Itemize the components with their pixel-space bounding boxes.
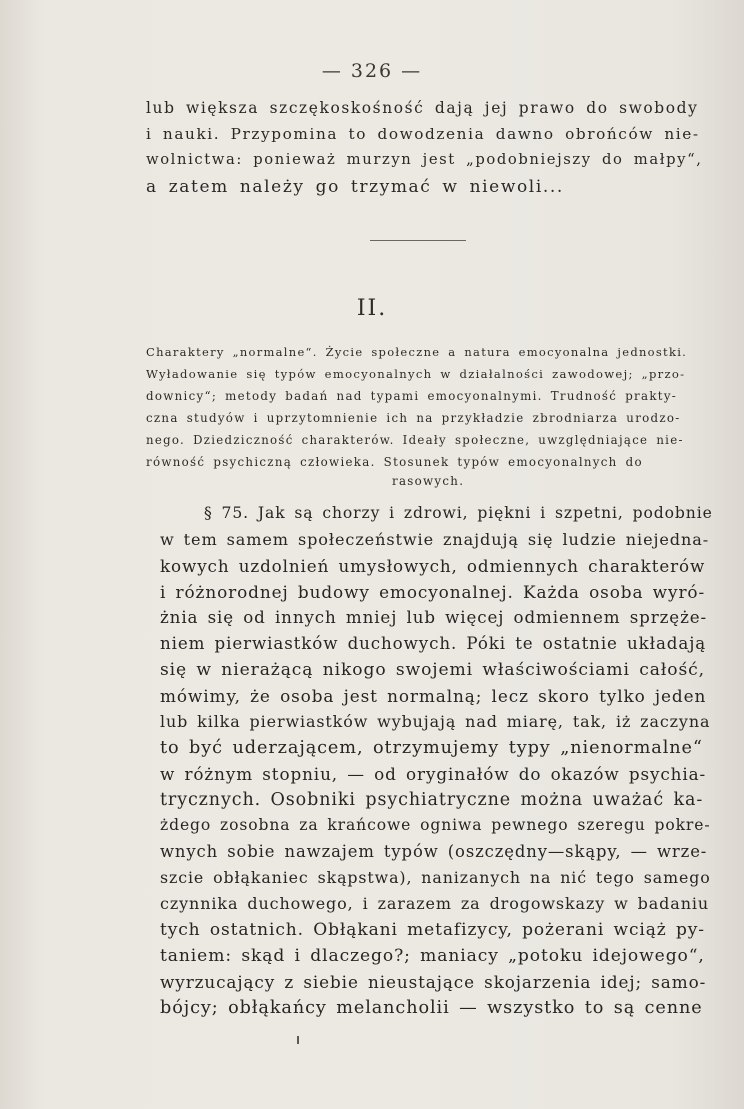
text-line: to być uderzającem, otrzymujemy typy „nienormalne“ xyxy=(160,738,703,758)
text-line: wolnictwa: ponieważ murzyn jest „podobniejszy do małpy“, xyxy=(146,151,703,168)
summary-line: rasowych. xyxy=(392,474,465,488)
text-line: i różnorodnej budowy emocyonalnej. Każda osoba wyró- xyxy=(160,582,706,602)
text-line: żdego zosobna za krańcowe ogniwa pewnego szeregu pokre- xyxy=(160,816,711,834)
text-line: bójcy; obłąkańcy melancholii — wszystko to są cenne xyxy=(160,998,703,1018)
summary-line: równość psychiczną człowieka. Stosunek typów emocyonalnych do xyxy=(146,455,643,469)
text-line: szcie obłąkaniec skąpstwa), nanizanych na nić tego samego xyxy=(160,868,711,887)
text-line: § 75. Jak są chorzy i zdrowi, piękni i szpetni, podobnie xyxy=(204,504,713,522)
text-line: trycznych. Osobniki psychiatryczne można uważać ka- xyxy=(160,790,704,810)
section-divider xyxy=(370,240,466,241)
summary-line: downicy“; metody badań nad typami emocyonalnymi. Trudność prakty- xyxy=(146,389,678,403)
text-line: w różnym stopniu, — od oryginałów do okazów psychia- xyxy=(160,764,707,784)
summary-line: Wyładowanie się typów emocyonalnych w działalności zawodowej; „przo- xyxy=(146,367,686,381)
print-mark xyxy=(297,1036,299,1044)
summary-line: czna studyów i uprzytomnienie ich na przykładzie zbrodniarza urodzo- xyxy=(146,411,681,425)
page-number: — 326 — xyxy=(321,60,423,82)
text-line: mówimy, że osoba jest normalną; lecz skoro tylko jeden xyxy=(160,686,707,706)
summary-line: Charaktery „normalne“. Życie społeczne a natura emocyonalna jednostki. xyxy=(146,345,688,359)
text-line: się w nierażącą nikogo swojemi właściwościami całość, xyxy=(160,660,705,680)
text-line: wyrzucający z siebie nieustające skojarzenia idej; samo- xyxy=(160,972,707,992)
text-line: niem pierwiastków duchowych. Póki te ostatnie układają xyxy=(160,634,707,653)
text-line: i nauki. Przypomina to dowodzenia dawno obrońców nie- xyxy=(146,125,700,143)
text-line: tych ostatnich. Obłąkani metafizycy, pożerani wciąż py- xyxy=(160,920,705,940)
summary-line: nego. Dziedziczność charakterów. Ideały społeczne, uwzględniające nie- xyxy=(146,433,684,447)
text-line: taniem: skąd i dlaczego?; maniacy „potoku idejowego“, xyxy=(160,946,705,966)
section-number: II. xyxy=(356,296,388,321)
text-line: w tem samem społeczeństwie znajdują się ludzie niejedna- xyxy=(160,530,710,549)
text-line: lub kilka pierwiastków wybujają nad miarę, tak, iż zaczyna xyxy=(160,712,711,731)
text-line: czynnika duchowego, i zarazem za drogowskazy w badaniu xyxy=(160,894,710,913)
text-line: lub większa szczękoskośność dają jej prawo do swobody xyxy=(146,99,699,117)
text-line: kowych uzdolnień umysłowych, odmiennych charakterów xyxy=(160,556,706,576)
text-line: żnia się od innych mniej lub więcej odmiennem sprzęże- xyxy=(160,608,708,627)
text-line: wnych sobie nawzajem typów (oszczędny—skąpy, — wrze- xyxy=(160,842,708,861)
text-line: a zatem należy go trzymać w niewoli... xyxy=(146,177,564,197)
